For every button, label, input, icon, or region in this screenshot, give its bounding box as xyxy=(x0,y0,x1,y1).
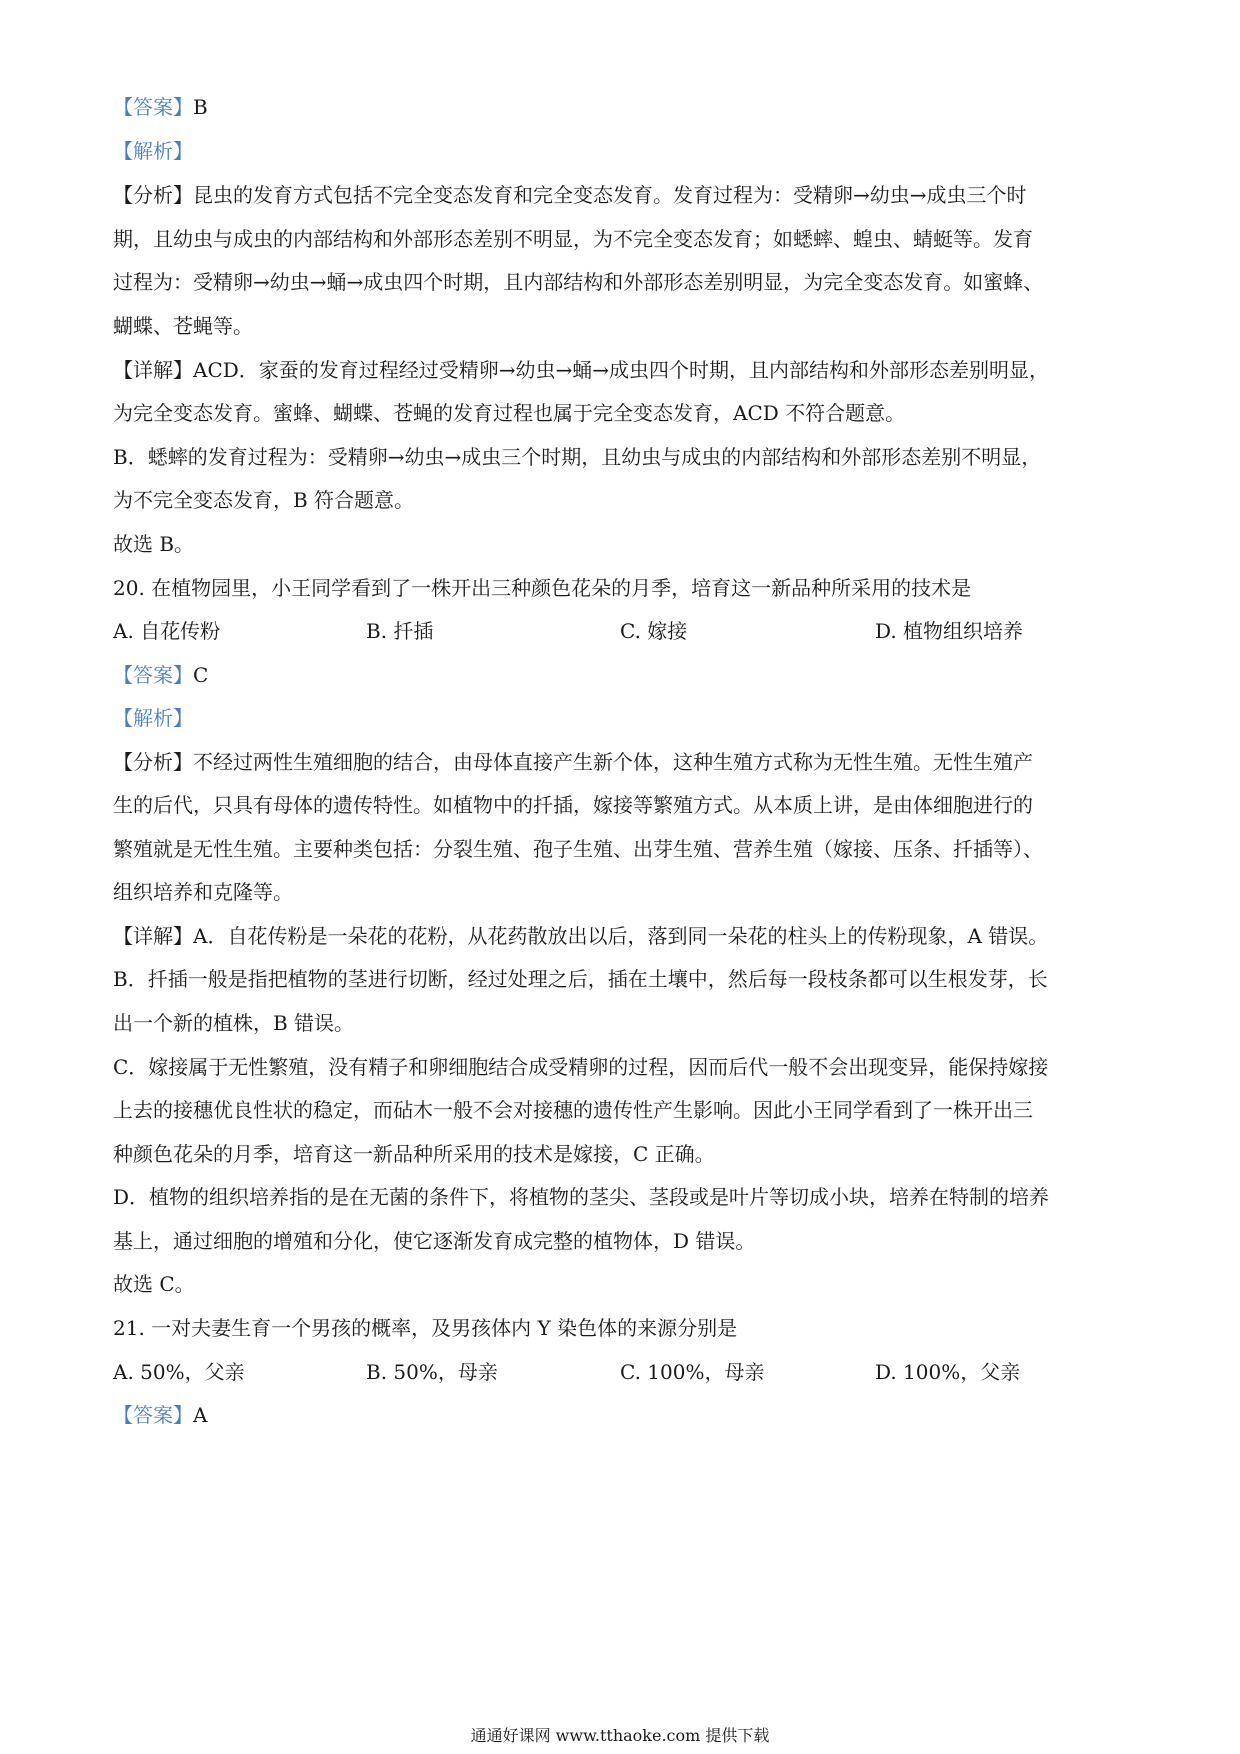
q20-stem: 20. 在植物园里，小王同学看到了一株开出三种颜色花朵的月季，培育这一新品种所采用的技术是 xyxy=(113,576,972,600)
answer-value: B xyxy=(193,95,208,119)
q21-option-b: B. 50%，母亲 xyxy=(366,1360,498,1384)
q20-xiangjie-line: 上去的接穗优良性状的稳定，而砧木一般不会对接穗的遗传性产生影响。因此小王同学看到了一株开出三 xyxy=(113,1098,1033,1122)
q19-fenxi-line: 期，且幼虫与成虫的内部结构和外部形态差别不明显，为不完全变态发育；如蟋蟀、蝗虫、蜻蜓等。发育 xyxy=(113,227,1033,251)
page-footer: 通通好课网 www.tthaoke.com 提供下载 xyxy=(470,1726,770,1745)
q19-xiangjie-line: 【详解】ACD．家蚕的发育过程经过受精卵→幼虫→蛹→成虫四个时期，且内部结构和外部形态差别明显， xyxy=(113,358,1050,382)
q19-fenxi-line: 【分析】昆虫的发育方式包括不完全变态发育和完全变态发育。发育过程为：受精卵→幼虫→成虫三个时 xyxy=(113,183,1027,207)
q20-option-b: B. 扦插 xyxy=(366,619,434,643)
answer-tag: 【答案】 xyxy=(113,95,193,119)
q21-option-a: A. 50%，父亲 xyxy=(113,1360,245,1384)
q19-xiangjie-line: B．蟋蟀的发育过程为：受精卵→幼虫→成虫三个时期，且幼虫与成虫的内部结构和外部形态差别不明显， xyxy=(113,445,1042,469)
q19-xiangjie-line: 为完全变态发育。蜜蜂、蝴蝶、苍蝇的发育过程也属于完全变态发育，ACD 不符合题意。 xyxy=(113,401,906,425)
q20-option-a: A. 自花传粉 xyxy=(113,619,221,643)
q21-option-c: C. 100%，母亲 xyxy=(620,1360,765,1384)
answer-tag: 【答案】 xyxy=(113,1403,193,1427)
q21-option-d: D. 100%，父亲 xyxy=(875,1360,1021,1384)
q20-xiangjie-line: 基上，通过细胞的增殖和分化，使它逐渐发育成完整的植物体，D 错误。 xyxy=(113,1229,756,1253)
q20-answer xyxy=(113,660,1133,690)
q19-answer xyxy=(113,92,1133,122)
q20-fenxi-line: 组织培养和克隆等。 xyxy=(113,880,293,904)
q21-answer xyxy=(113,1400,1133,1430)
q20-xiangjie-line: 【详解】A．自花传粉是一朵花的花粉，从花药散放出以后，落到同一朵花的柱头上的传粉现象，A 错误。 xyxy=(113,924,1049,948)
q20-xiangjie-line: D．植物的组织培养指的是在无菌的条件下，将植物的茎尖、茎段或是叶片等切成小块，培养在特制的培养 xyxy=(113,1185,1050,1209)
q20-conclusion: 故选 C。 xyxy=(113,1272,195,1296)
q20-option-c: C. 嫁接 xyxy=(620,619,688,643)
q19-xiangjie-line: 为不完全变态发育，B 符合题意。 xyxy=(113,488,415,512)
q20-xiangjie-line: C．嫁接属于无性繁殖，没有精子和卵细胞结合成受精卵的过程，因而后代一般不会出现变异，能保持嫁接 xyxy=(113,1055,1049,1079)
q19-fenxi-line: 蝴蝶、苍蝇等。 xyxy=(113,314,253,338)
q19-fenxi-line: 过程为：受精卵→幼虫→蛹→成虫四个时期，且内部结构和外部形态差别明显，为完全变态发育。如蜜蜂、 xyxy=(113,270,1044,294)
q20-analysis-tag: 【解析】 xyxy=(113,706,193,730)
q21-stem: 21. 一对夫妻生育一个男孩的概率，及男孩体内 Y 染色体的来源分别是 xyxy=(113,1316,738,1340)
q19-analysis-tag: 【解析】 xyxy=(113,139,193,163)
q20-xiangjie-line: 出一个新的植株，B 错误。 xyxy=(113,1011,355,1035)
q19-conclusion: 故选 B。 xyxy=(113,532,195,556)
q20-xiangjie-line: 种颜色花朵的月季，培育这一新品种所采用的技术是嫁接，C 正确。 xyxy=(113,1142,715,1166)
q20-option-d: D. 植物组织培养 xyxy=(875,619,1024,643)
answer-tag: 【答案】 xyxy=(113,663,193,687)
q20-xiangjie-line: B．扦插一般是指把植物的茎进行切断，经过处理之后，插在土壤中，然后每一段枝条都可以生根发芽，长 xyxy=(113,967,1048,991)
answer-value: C xyxy=(193,663,209,687)
q20-fenxi-line: 生的后代，只具有母体的遗传特性。如植物中的扦插，嫁接等繁殖方式。从本质上讲，是由体细胞进行的 xyxy=(113,793,1033,817)
answer-value: A xyxy=(193,1403,208,1427)
q20-fenxi-line: 繁殖就是无性生殖。主要种类包括：分裂生殖、孢子生殖、出芽生殖、营养生殖（嫁接、压条、扦插等）、 xyxy=(113,837,1043,861)
q20-fenxi-line: 【分析】不经过两性生殖细胞的结合，由母体直接产生新个体，这种生殖方式称为无性生殖。无性生殖产 xyxy=(113,750,1033,774)
